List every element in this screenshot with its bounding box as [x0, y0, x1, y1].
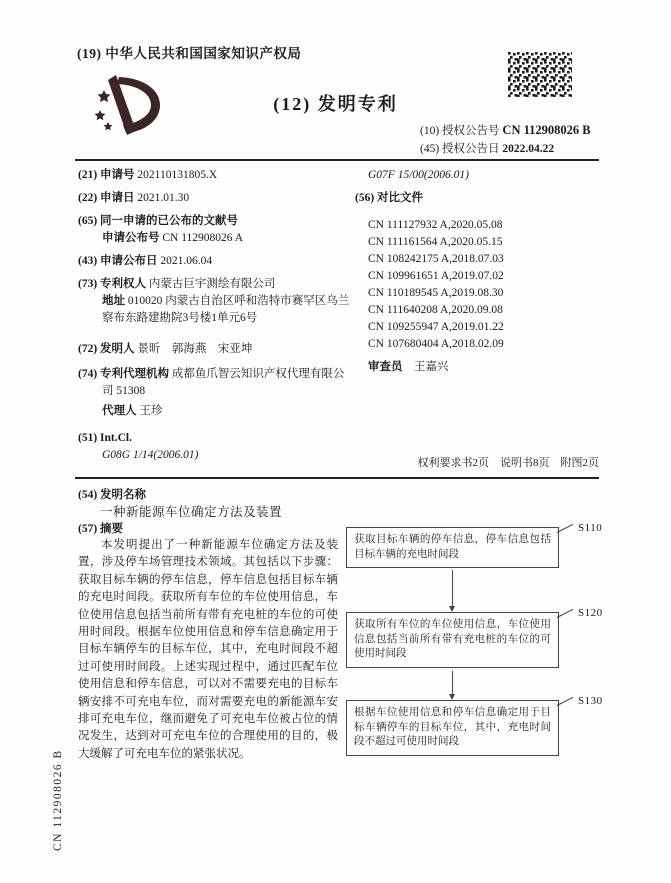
field-label: (73) 专利权人 — [78, 278, 147, 290]
abstract-label: (57) 摘要 — [78, 523, 124, 535]
int-cl-label: (51) Int.Cl. — [78, 432, 132, 444]
flow-step-3-leader-line — [557, 697, 573, 706]
invention-title: 一种新能源车位确定方法及装置 — [100, 505, 283, 519]
flow-step-1-box: 获取目标车辆的停车信息，停车信息包括目标车辆的充电时间段 — [346, 527, 559, 568]
agency-row — [78, 366, 350, 420]
patentee-address — [102, 293, 350, 327]
abstract-text: 本发明提出了一种新能源车位确定方法及装置，涉及停车场管理技术领域。其包括以下步骤：获取目标车辆的停车信息，停车信息包括目标车辆的充电时间段。获取所有车位的车位使用信息，车位使用信息包括当前所有带有充电桩的车位的可使用时间段。根据车位使用信息和停车信息确定用于目标车辆停车的目标车位，其中，充电时间段不超过可使用时间段。上述实现过程中，通过匹配车位使用信息和停车信息，可以对不需要充电的目标车辆安排不可充电车位，而对需要充电的新能源车安排可充电车位，继而避免了可充电车位被占位的情况发生，达到对可充电车位的合理使用的目的，极大缓解了可充电车位的紧张状况。 — [78, 539, 338, 760]
application-date-row — [78, 190, 350, 207]
citation: CN 110189545 A,2019.08.30 — [368, 287, 504, 299]
flow-step-3-box: 根据车位使用信息和停车信息确定用于目标车辆停车的目标车位，其中，充电时间段不超过可使用时间段 — [346, 700, 559, 756]
field-value: 王珍 — [139, 405, 163, 417]
patentee-line — [78, 276, 350, 293]
field-label: (56) 对比文件 — [355, 192, 424, 204]
flow-step-3-label: S130 — [578, 695, 603, 707]
document-pages-info: 权利要求书2页 说明书8页 附图2页 — [417, 457, 599, 469]
publication-reference-row — [78, 213, 350, 247]
field-label — [78, 430, 350, 447]
field-label: (10) 授权公告号 — [420, 125, 500, 137]
field-value: 王嘉兴 — [414, 361, 449, 373]
field-label: 地址 — [102, 295, 125, 307]
flow-step-2-leader-line — [557, 609, 573, 618]
inventors-row — [78, 341, 350, 358]
barcode — [508, 52, 572, 102]
citation: CN 107680404 A,2018.02.09 — [368, 338, 504, 350]
ipc-code-primary: G08G 1/14(2006.01) — [102, 449, 199, 461]
agent-line — [102, 403, 350, 420]
field-label: (22) 申请日 — [78, 192, 135, 204]
citation: CN 109961651 A,2019.07.02 — [368, 270, 504, 282]
flow-step-1-label: S110 — [578, 522, 603, 534]
grant-info — [420, 121, 591, 158]
field-label: (43) 申请公布日 — [78, 255, 158, 267]
field-value: 成都鱼爪智云知识产权代理有限公司 51308 — [102, 368, 345, 397]
field-value: CN 112908026 B — [502, 123, 591, 137]
citation: CN 111127932 A,2020.05.08 — [368, 219, 503, 231]
grant-publication-number — [420, 121, 591, 140]
ipc-code-secondary: G07F 15/00(2006.01) — [368, 169, 469, 181]
citation: CN 111161564 A,2020.05.15 — [368, 236, 503, 248]
field-label — [78, 213, 350, 230]
authority-name: (19) 中华人民共和国国家知识产权局 — [77, 46, 302, 61]
field-label: (74) 专利代理机构 — [78, 368, 170, 380]
field-value: 景昕 郭海燕 宋亚坤 — [137, 343, 253, 355]
matrix-barcode-icon — [508, 52, 572, 97]
field-label: 申请公布号 — [102, 232, 160, 244]
patentee-row — [78, 276, 350, 327]
field-value: 2021.06.04 — [160, 255, 213, 267]
agency-line — [78, 366, 350, 400]
side-publication-number: CN 112908026 B — [52, 749, 64, 851]
field-label: 审查员 — [368, 361, 403, 373]
abstract-flowchart — [346, 524, 658, 784]
application-number-row — [78, 167, 350, 184]
field-value: 202110131805.X — [137, 169, 218, 181]
divider-top — [75, 159, 599, 161]
citation: CN 111640208 A,2020.09.08 — [368, 304, 503, 316]
document-type-title: (12) 发明专利 — [273, 94, 398, 114]
flow-step-2-label: S120 — [578, 607, 603, 619]
flow-arrow-down-icon — [452, 671, 453, 694]
title-label: (54) 发明名称 — [78, 489, 147, 501]
flow-arrow-down-icon — [452, 570, 453, 606]
publication-date-row — [78, 253, 350, 270]
field-value: 2022.04.22 — [502, 143, 555, 155]
field-value: CN 112908026 A — [162, 232, 244, 244]
grant-publication-date — [420, 140, 591, 158]
flow-step-1-leader-line — [557, 524, 573, 533]
citations-label — [355, 190, 599, 207]
flow-step-2-box: 获取所有车位的车位使用信息，车位使用信息包括当前所有带有充电桩的车位的可使用时间段 — [346, 612, 559, 668]
field-label: (21) 申请号 — [78, 169, 135, 181]
divider-middle — [75, 477, 599, 479]
field-value: 010020 内蒙古自治区呼和浩特市赛罕区乌兰察布东路建勘院3号楼1单元6号 — [102, 295, 350, 324]
examiner-row — [368, 359, 599, 376]
field-label: 代理人 — [102, 405, 137, 417]
field-label: (45) 授权公告日 — [420, 143, 500, 155]
bib-right-column — [355, 167, 599, 376]
field-value: 2021.01.30 — [137, 192, 190, 204]
citation: CN 108242175 A,2018.07.03 — [368, 253, 504, 265]
field-value: 内蒙古巨宇测绘有限公司 — [148, 278, 276, 290]
citation: CN 109255947 A,2019.01.22 — [368, 321, 504, 333]
publication-ref-label: (65) 同一申请的已公布的文献号 — [78, 215, 239, 227]
bib-left-column — [78, 167, 350, 464]
field-label: (72) 发明人 — [78, 343, 135, 355]
publication-number-row — [102, 230, 350, 247]
